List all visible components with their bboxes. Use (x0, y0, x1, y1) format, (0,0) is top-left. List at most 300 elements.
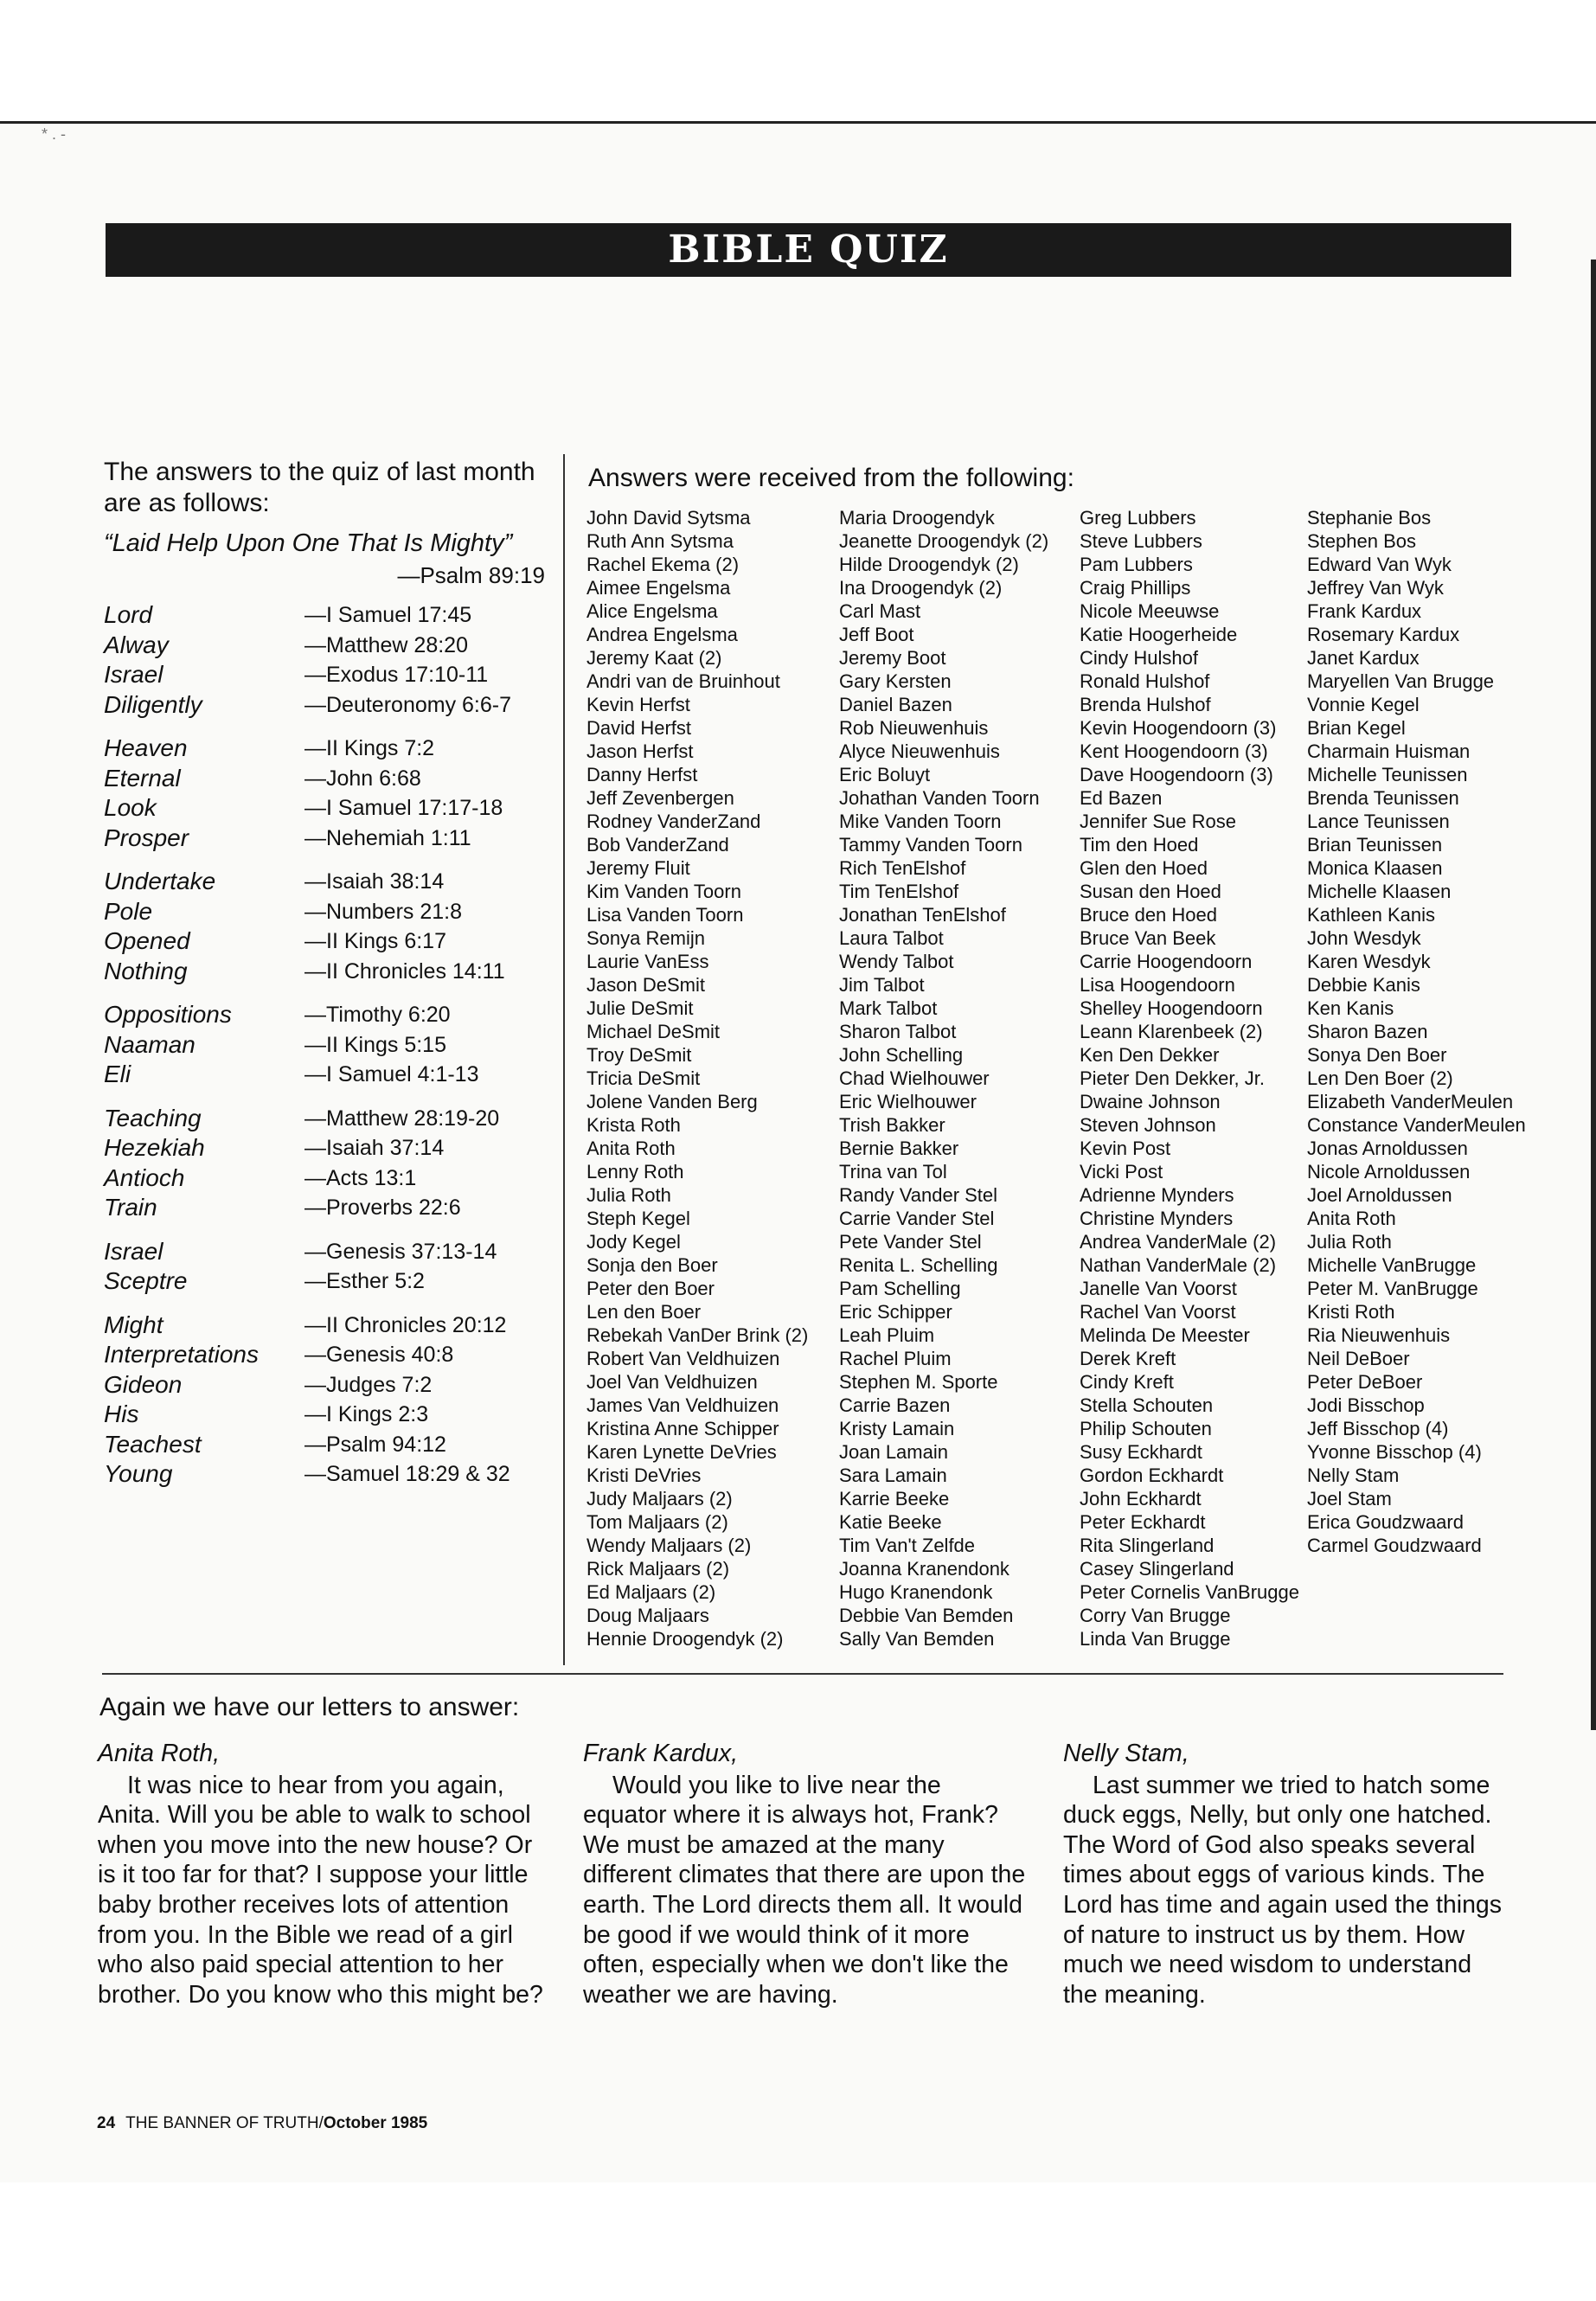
respondent-name: Shelley Hoogendoorn (1080, 997, 1263, 1019)
respondent-name: Rick Maljaars (2) (586, 1558, 730, 1580)
answer-reference: —Timothy 6:20 (304, 1003, 451, 1027)
respondent-name: John David Sytsma (586, 507, 751, 529)
names-column-1 (586, 506, 808, 1650)
answer-reference: —I Samuel 4:1-13 (304, 1062, 479, 1086)
respondent-name: Jason Herfst (586, 740, 694, 762)
respondent-name: Debbie Kanis (1307, 974, 1420, 996)
respondent-name: Edward Van Wyk (1307, 554, 1452, 575)
respondent-name: Stephen M. Sporte (839, 1371, 998, 1393)
respondent-name: Joanna Kranendonk (839, 1558, 1010, 1580)
respondent-name: Steven Johnson (1080, 1114, 1216, 1136)
respondent-name: Julia Roth (1307, 1231, 1392, 1253)
respondent-name: Peter den Boer (586, 1278, 715, 1299)
answer-reference: —Isaiah 38:14 (304, 869, 445, 894)
respondent-name: Kevin Hoogendoorn (3) (1080, 717, 1277, 739)
respondent-name: Michelle Teunissen (1307, 764, 1468, 785)
respondent-name: Brenda Hulshof (1080, 694, 1211, 715)
answer-reference: —John 6:68 (304, 766, 421, 791)
respondent-name: Tricia DeSmit (586, 1067, 701, 1089)
answer-group (104, 600, 554, 720)
respondent-name: Carrie Hoogendoorn (1080, 951, 1253, 972)
respondent-name: Kevin Post (1080, 1138, 1171, 1159)
respondent-name: Mark Talbot (839, 997, 938, 1019)
answer-group (104, 867, 554, 986)
letter-nelly (1063, 1739, 1509, 2009)
respondent-name: Steve Lubbers (1080, 530, 1202, 552)
answer-row (104, 926, 554, 957)
respondent-name: Joan Lamain (839, 1441, 948, 1463)
respondent-name: Renita L. Schelling (839, 1254, 998, 1276)
page-number: 24 (97, 2114, 116, 2132)
respondent-name: Lisa Vanden Toorn (586, 904, 744, 926)
respondent-name: Kent Hoogendoorn (3) (1080, 740, 1268, 762)
respondent-name: Eric Schipper (839, 1301, 952, 1323)
respondent-name: Ken Den Dekker (1080, 1044, 1220, 1066)
respondent-name: Vicki Post (1080, 1161, 1163, 1183)
answer-row (104, 1163, 554, 1194)
answer-word: Naaman (104, 1030, 195, 1058)
respondent-name: Jolene Vanden Berg (586, 1091, 758, 1112)
answer-word: Antioch (104, 1163, 185, 1191)
respondent-name: Sharon Talbot (839, 1021, 957, 1042)
respondent-name: Joel Arnoldussen (1307, 1184, 1452, 1206)
answer-row (104, 1370, 554, 1400)
answer-reference: —Samuel 18:29 & 32 (304, 1462, 510, 1486)
answer-row (104, 1193, 554, 1223)
answer-row (104, 1000, 554, 1030)
respondent-name: Pam Lubbers (1080, 554, 1193, 575)
answer-row (104, 867, 554, 897)
respondent-name: Jonathan TenElshof (839, 904, 1006, 926)
respondent-name: Susan den Hoed (1080, 881, 1221, 902)
answer-row (104, 1400, 554, 1430)
respondent-name: Andrea VanderMale (2) (1080, 1231, 1277, 1253)
respondent-name: Jody Kegel (586, 1231, 681, 1253)
respondent-name: Laura Talbot (839, 927, 944, 949)
respondent-name: Mike Vanden Toorn (839, 811, 1002, 832)
answer-reference: —II Chronicles 20:12 (304, 1312, 507, 1337)
respondent-name: Melinda De Meester (1080, 1324, 1250, 1346)
respondent-name: Rita Slingerland (1080, 1535, 1215, 1556)
respondent-name: Jason DeSmit (586, 974, 705, 996)
letter-body: Would you like to live near the equator where it is always hot, Frank? We must be amazed at the many different climates that there are upon the earth. The Lord directs them all. It would be good if we would think of it more often, especially when we don't like the weather we are having. (583, 1771, 1026, 2009)
answer-row (104, 824, 554, 854)
respondent-name: Julie DeSmit (586, 997, 694, 1019)
answer-group (104, 1311, 554, 1490)
answer-group (104, 734, 554, 853)
letter-anita (98, 1739, 548, 2009)
respondent-name: Nicole Arnoldussen (1307, 1161, 1471, 1183)
answer-reference: —II Chronicles 14:11 (304, 958, 505, 984)
answer-word: Train (104, 1194, 157, 1221)
received-title: Answers were received from the following: (588, 464, 1074, 492)
letter-recipient: Nelly Stam, (1063, 1740, 1189, 1767)
answer-reference: —II Kings 5:15 (304, 1032, 446, 1057)
respondent-name: Linda Van Brugge (1080, 1628, 1231, 1650)
answer-word: Sceptre (104, 1267, 188, 1294)
respondent-name: Leann Klarenbeek (2) (1080, 1021, 1263, 1042)
respondent-name: Ed Maljaars (2) (586, 1581, 716, 1603)
respondent-name: Joel Stam (1307, 1488, 1392, 1509)
respondent-name: Carmel Goudzwaard (1307, 1535, 1482, 1556)
respondent-name: Trina van Tol (839, 1161, 947, 1183)
respondent-name: Carrie Vander Stel (839, 1208, 995, 1229)
quiz-phrase-reference: —Psalm 89:19 (397, 562, 545, 588)
respondent-name: Glen den Hoed (1080, 857, 1208, 879)
respondent-name: Elizabeth VanderMeulen (1307, 1091, 1514, 1112)
respondent-name: Karrie Beeke (839, 1488, 950, 1509)
respondent-name: Kristi DeVries (586, 1465, 702, 1486)
respondent-name: James Van Veldhuizen (586, 1394, 779, 1416)
respondent-name: Erica Goudzwaard (1307, 1511, 1464, 1533)
respondent-name: Leah Pluim (839, 1324, 935, 1346)
respondent-name: Pete Vander Stel (839, 1231, 982, 1253)
respondent-name: Michelle Klaasen (1307, 881, 1452, 902)
respondent-name: Ria Nieuwenhuis (1307, 1324, 1451, 1346)
respondent-name: Alice Engelsma (586, 600, 718, 622)
respondent-name: Carrie Bazen (839, 1394, 951, 1416)
respondent-name: Randy Vander Stel (839, 1184, 998, 1206)
respondent-name: Kathleen Kanis (1307, 904, 1435, 926)
respondent-name: Tim TenElshof (839, 881, 959, 902)
respondent-name: Andrea Engelsma (586, 624, 738, 645)
scan-mark: * . - (42, 125, 67, 143)
respondent-name: Debbie Van Bemden (839, 1605, 1014, 1626)
answer-reference: —Esther 5:2 (304, 1269, 425, 1293)
respondent-name: Brian Teunissen (1307, 834, 1443, 856)
issue-date: October 1985 (323, 2114, 428, 2132)
respondent-name: Lance Teunissen (1307, 811, 1450, 832)
respondent-name: Christine Mynders (1080, 1208, 1234, 1229)
respondent-name: Ed Bazen (1080, 787, 1163, 809)
respondent-name: Cindy Kreft (1080, 1371, 1174, 1393)
answer-row (104, 1133, 554, 1163)
respondent-name: Jim Talbot (839, 974, 925, 996)
letter-recipient: Frank Kardux, (583, 1740, 738, 1767)
answer-reference: —I Samuel 17:45 (304, 603, 472, 627)
respondent-name: Bruce Van Beek (1080, 927, 1216, 949)
respondent-name: Dwaine Johnson (1080, 1091, 1221, 1112)
respondent-name: Kevin Herfst (586, 694, 690, 715)
answer-word: Nothing (104, 957, 188, 984)
respondent-name: Bruce den Hoed (1080, 904, 1217, 926)
respondent-name: Stella Schouten (1080, 1394, 1214, 1416)
respondent-name: Lisa Hoogendoorn (1080, 974, 1235, 996)
respondent-name: Aimee Engelsma (586, 577, 731, 599)
answer-word: Pole (104, 897, 153, 925)
respondent-name: Jeffrey Van Wyk (1307, 577, 1444, 599)
respondent-name: Rachel Van Voorst (1080, 1301, 1236, 1323)
respondent-name: Frank Kardux (1307, 600, 1422, 622)
answer-word: Gideon (104, 1370, 183, 1398)
respondent-name: Lenny Roth (586, 1161, 684, 1183)
answer-word: Undertake (104, 868, 216, 894)
answer-row (104, 1311, 554, 1341)
respondent-name: Katie Beeke (839, 1511, 942, 1533)
answer-word: His (104, 1400, 139, 1427)
respondent-name: Jodi Bisschop (1307, 1394, 1425, 1416)
respondent-name: Corry Van Brugge (1080, 1605, 1231, 1626)
answer-word: Lord (104, 601, 153, 628)
respondent-name: John Schelling (839, 1044, 964, 1066)
answer-row (104, 1459, 554, 1490)
respondent-name: Jeff Bisschop (4) (1307, 1418, 1449, 1439)
answer-row (104, 1237, 554, 1267)
respondent-name: Eric Boluyt (839, 764, 931, 785)
answer-row (104, 957, 554, 987)
respondent-name: Eric Wielhouwer (839, 1091, 977, 1112)
respondent-name: Adrienne Mynders (1080, 1184, 1234, 1206)
quiz-answers-column (104, 457, 554, 1503)
respondent-name: Maryellen Van Brugge (1307, 670, 1495, 692)
respondent-name: Sara Lamain (839, 1465, 947, 1486)
respondent-name: Rob Nieuwenhuis (839, 717, 989, 739)
respondent-name: Ken Kanis (1307, 997, 1394, 1019)
respondent-name: Rebekah VanDer Brink (2) (586, 1324, 809, 1346)
respondent-name: Karen Lynette DeVries (586, 1441, 777, 1463)
answer-row (104, 1430, 554, 1460)
respondent-name: Cindy Hulshof (1080, 647, 1198, 669)
respondent-name: Stephanie Bos (1307, 507, 1432, 529)
answer-word: Alway (104, 631, 169, 658)
respondent-name: Derek Kreft (1080, 1348, 1176, 1369)
respondent-name: John Wesdyk (1307, 927, 1421, 949)
answer-reference: —Deuteronomy 6:6-7 (304, 692, 512, 717)
respondent-name: Doug Maljaars (586, 1605, 709, 1626)
answer-row (104, 660, 554, 690)
answer-reference: —Psalm 94:12 (304, 1432, 446, 1457)
answer-reference: —Matthew 28:19-20 (304, 1106, 500, 1131)
answer-row (104, 631, 554, 661)
respondent-name: John Eckhardt (1080, 1488, 1202, 1509)
answer-reference: —Isaiah 37:14 (304, 1136, 445, 1160)
names-column-3 (1080, 506, 1299, 1650)
respondent-name: Maria Droogendyk (839, 507, 995, 529)
answer-word: Israel (104, 661, 163, 688)
answer-row (104, 734, 554, 764)
respondent-name: Rachel Pluim (839, 1348, 952, 1369)
answer-word: Interpretations (104, 1341, 259, 1368)
respondent-name: Joel Van Veldhuizen (586, 1371, 758, 1393)
respondent-name: Craig Phillips (1080, 577, 1191, 599)
respondent-name: Nicole Meeuwse (1080, 600, 1220, 622)
answer-reference: —II Kings 7:2 (304, 736, 435, 760)
respondent-name: Kim Vanden Toorn (586, 881, 741, 902)
answer-group (104, 1000, 554, 1090)
respondent-name: Robert Van Veldhuizen (586, 1348, 780, 1369)
answer-word: Heaven (104, 734, 188, 761)
respondent-name: Anita Roth (586, 1138, 676, 1159)
answer-reference: —Exodus 17:10-11 (304, 663, 489, 687)
respondent-name: Laurie VanEss (586, 951, 709, 972)
respondent-name: Wendy Maljaars (2) (586, 1535, 752, 1556)
respondent-name: Jeremy Fluit (586, 857, 690, 879)
respondent-name: Jeanette Droogendyk (2) (839, 530, 1049, 552)
respondent-name: Troy DeSmit (586, 1044, 692, 1066)
respondent-name: Janet Kardux (1307, 647, 1420, 669)
answer-row (104, 1266, 554, 1297)
respondent-name: Monica Klaasen (1307, 857, 1443, 879)
respondent-name: Dave Hoogendoorn (3) (1080, 764, 1273, 785)
answer-word: Eternal (104, 764, 181, 792)
answer-group (104, 1104, 554, 1223)
respondent-name: Hugo Kranendonk (839, 1581, 993, 1603)
answer-row (104, 600, 554, 631)
respondent-name: Krista Roth (586, 1114, 681, 1136)
answer-word: Hezekiah (104, 1134, 205, 1161)
respondent-name: Michael DeSmit (586, 1021, 721, 1042)
answer-reference: —Genesis 40:8 (304, 1343, 454, 1367)
respondent-name: Tim den Hoed (1080, 834, 1199, 856)
answer-word: Diligently (104, 690, 202, 718)
respondent-name: Chad Wielhouwer (839, 1067, 990, 1089)
answer-reference: —Nehemiah 1:11 (304, 825, 471, 850)
letter-recipient: Anita Roth, (98, 1740, 220, 1767)
respondent-name: Johathan Vanden Toorn (839, 787, 1040, 809)
respondent-name: Brenda Teunissen (1307, 787, 1459, 809)
respondent-name: Nathan VanderMale (2) (1080, 1254, 1277, 1276)
respondent-name: Brian Kegel (1307, 717, 1406, 739)
respondent-name: Peter M. VanBrugge (1307, 1278, 1478, 1299)
letters-title: Again we have our letters to answer: (99, 1693, 520, 1721)
respondent-name: Jennifer Sue Rose (1080, 811, 1236, 832)
respondent-name: Gordon Eckhardt (1080, 1465, 1224, 1486)
letter-body: It was nice to hear from you again, Anita. Will you be able to walk to school when you move into the new house? Or is it too far for that? I suppose your little baby brother receives lots of attention from you. In the Bible we read of a girl who also paid special attention to her brother. Do you know who this might be? (98, 1771, 543, 2009)
respondent-name: Anita Roth (1307, 1208, 1396, 1229)
letter-body: Last summer we tried to hatch some duck eggs, Nelly, but only one hatched. The Word of God also speaks several times about eggs of various kinds. The Lord has time and again used the things of nature to instruct us by them. How much we need wisdom to understand the meaning. (1063, 1771, 1503, 2009)
answer-word: Might (104, 1311, 163, 1338)
names-column-4 (1307, 506, 1526, 1557)
letter-frank (583, 1739, 1026, 2009)
publication-name: THE BANNER OF TRUTH/ (125, 2114, 324, 2132)
answer-reference: —II Kings 6:17 (304, 929, 446, 953)
respondent-name: Tom Maljaars (2) (586, 1511, 728, 1533)
answer-groups (104, 600, 554, 1490)
respondent-name: Rodney VanderZand (586, 811, 761, 832)
respondent-name: Rich TenElshof (839, 857, 966, 879)
respondent-name: Kristy Lamain (839, 1418, 955, 1439)
respondent-name: Pam Schelling (839, 1278, 961, 1299)
quiz-phrase: “Laid Help Upon One That Is Mighty” (104, 529, 513, 557)
respondent-name: Peter Cornelis VanBrugge (1080, 1581, 1299, 1603)
respondent-name: Trish Bakker (839, 1114, 945, 1136)
answer-row (104, 1340, 554, 1370)
respondent-name: Steph Kegel (586, 1208, 690, 1229)
respondent-name: Jeff Boot (839, 624, 914, 645)
respondent-name: Judy Maljaars (2) (586, 1488, 733, 1509)
page-footer (97, 2114, 427, 2133)
respondent-name: Jeremy Kaat (2) (586, 647, 722, 669)
respondent-name: Peter DeBoer (1307, 1371, 1423, 1393)
answer-reference: —I Kings 2:3 (304, 1402, 429, 1426)
respondent-name: Wendy Talbot (839, 951, 954, 972)
respondent-name: Jonas Arnoldussen (1307, 1138, 1468, 1159)
answer-word: Opened (104, 927, 190, 954)
column-divider (563, 454, 565, 1665)
respondent-name: Stephen Bos (1307, 530, 1416, 552)
answer-reference: —Acts 13:1 (304, 1165, 417, 1190)
respondent-name: Ina Droogendyk (2) (839, 577, 1003, 599)
answer-reference: —Judges 7:2 (304, 1372, 433, 1397)
respondent-name: Bernie Bakker (839, 1138, 959, 1159)
respondent-name: Neil DeBoer (1307, 1348, 1410, 1369)
answer-row (104, 1030, 554, 1061)
respondent-name: Charmain Huisman (1307, 740, 1471, 762)
answer-row (104, 1060, 554, 1090)
respondent-name: Alyce Nieuwenhuis (839, 740, 1000, 762)
respondent-name: Constance VanderMeulen (1307, 1114, 1526, 1136)
respondent-name: Andri van de Bruinhout (586, 670, 780, 692)
respondent-name: Karen Wesdyk (1307, 951, 1431, 972)
respondent-name: Casey Slingerland (1080, 1558, 1234, 1580)
answer-reference: —Numbers 21:8 (304, 899, 463, 924)
respondent-name: Pieter Den Dekker, Jr. (1080, 1067, 1265, 1089)
respondent-name: Carl Mast (839, 600, 921, 622)
respondent-name: Kristi Roth (1307, 1301, 1395, 1323)
names-column-2 (839, 506, 1048, 1650)
respondent-name: Gary Kersten (839, 670, 952, 692)
respondent-name: Hilde Droogendyk (2) (839, 554, 1019, 575)
answer-word: Israel (104, 1237, 163, 1265)
respondent-name: Sonya Den Boer (1307, 1044, 1447, 1066)
answer-row (104, 793, 554, 824)
respondent-name: Michelle VanBrugge (1307, 1254, 1477, 1276)
answer-reference: —Genesis 37:13-14 (304, 1239, 497, 1264)
respondent-name: Tim Van't Zelfde (839, 1535, 976, 1556)
respondent-name: Jeremy Boot (839, 647, 946, 669)
answer-word: Teaching (104, 1104, 202, 1131)
respondent-name: Greg Lubbers (1080, 507, 1196, 529)
respondent-name: David Herfst (586, 717, 692, 739)
respondent-name: Tammy Vanden Toorn (839, 834, 1022, 856)
answer-word: Look (104, 794, 157, 821)
respondent-name: Sonya Remijn (586, 927, 705, 949)
respondent-name: Bob VanderZand (586, 834, 729, 856)
answer-word: Eli (104, 1061, 131, 1087)
answer-group (104, 1237, 554, 1297)
respondent-name: Sally Van Bemden (839, 1628, 995, 1650)
answer-row (104, 764, 554, 794)
answer-word: Teachest (104, 1430, 202, 1458)
scan-edge (1591, 260, 1596, 1730)
respondent-name: Ruth Ann Sytsma (586, 530, 734, 552)
answer-row (104, 1104, 554, 1134)
respondent-name: Rosemary Kardux (1307, 624, 1460, 645)
answer-reference: —I Samuel 17:17-18 (304, 796, 503, 820)
answer-word: Young (104, 1460, 173, 1487)
answer-reference: —Matthew 28:20 (304, 632, 468, 657)
respondent-name: Yvonne Bisschop (4) (1307, 1441, 1482, 1463)
respondent-name: Nelly Stam (1307, 1465, 1400, 1486)
section-divider (102, 1673, 1503, 1675)
answer-word: Oppositions (104, 1001, 232, 1028)
page-title: BIBLE QUIZ (106, 223, 1511, 277)
respondent-name: Janelle Van Voorst (1080, 1278, 1237, 1299)
respondent-name: Jeff Zevenbergen (586, 787, 734, 809)
respondent-name: Rachel Ekema (2) (586, 554, 740, 575)
respondent-name: Kristina Anne Schipper (586, 1418, 779, 1439)
respondent-name: Len den Boer (586, 1301, 702, 1323)
respondent-name: Daniel Bazen (839, 694, 952, 715)
respondent-name: Hennie Droogendyk (2) (586, 1628, 784, 1650)
answer-word: Prosper (104, 824, 189, 851)
respondent-name: Katie Hoogerheide (1080, 624, 1238, 645)
answer-reference: —Proverbs 22:6 (304, 1195, 461, 1220)
answer-row (104, 690, 554, 721)
respondent-name: Julia Roth (586, 1184, 671, 1206)
respondent-name: Peter Eckhardt (1080, 1511, 1206, 1533)
quiz-intro: The answers to the quiz of last month are as follows: (104, 458, 535, 517)
